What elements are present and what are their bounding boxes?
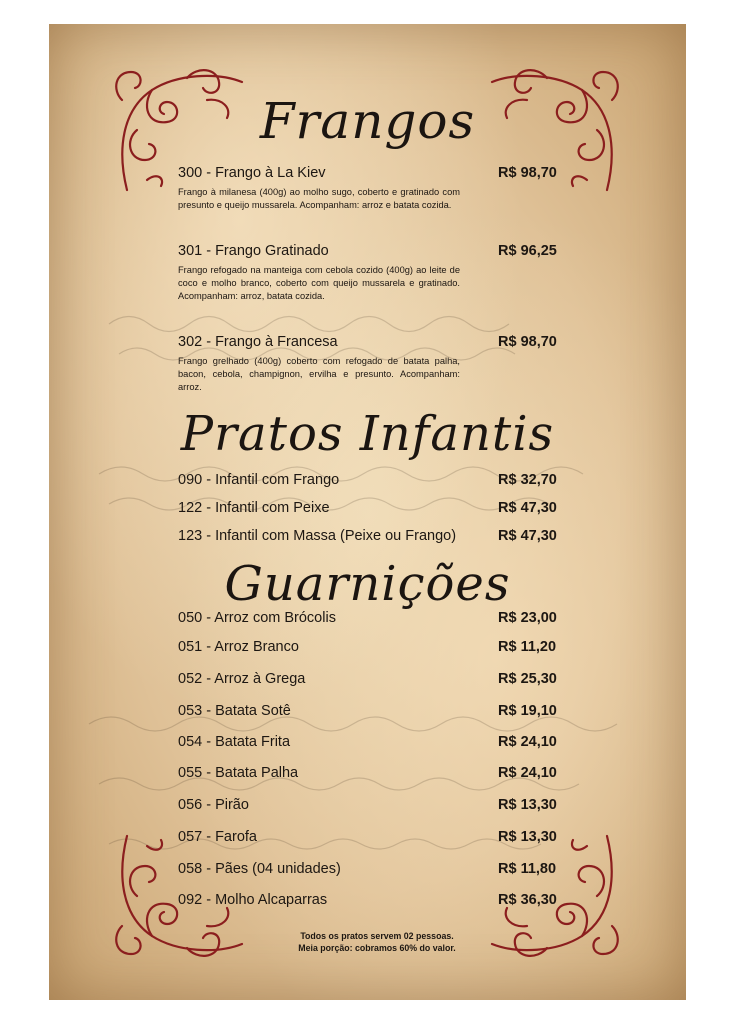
item-price: R$ 98,70 <box>498 334 557 350</box>
item-price: R$ 24,10 <box>498 734 557 750</box>
menu-item <box>178 828 568 846</box>
item-price: R$ 24,10 <box>498 765 557 781</box>
menu-item <box>178 764 568 782</box>
item-name: 058 - Pães (04 unidades) <box>178 861 341 877</box>
menu-item <box>178 333 568 394</box>
item-name: 052 - Arroz à Grega <box>178 671 306 687</box>
item-price: R$ 25,30 <box>498 671 557 687</box>
item-name: 092 - Molho Alcaparras <box>178 892 328 908</box>
menu-item <box>178 702 568 720</box>
item-price: R$ 36,30 <box>498 892 557 908</box>
menu-item <box>178 242 568 303</box>
menu-item <box>178 733 568 751</box>
section-title-pratos-infantis: Pratos Infantis <box>180 406 555 462</box>
item-name: 051 - Arroz Branco <box>178 639 299 655</box>
menu-item <box>178 471 568 489</box>
item-price: R$ 19,10 <box>498 703 557 719</box>
item-description: Frango à milanesa (400g) ao molho sugo, coberto e gratinado com presunto e queijo mussarela. Acompanham: arroz e batata cozida. <box>178 187 460 210</box>
item-name: 090 - Infantil com Frango <box>178 472 340 488</box>
menu-page <box>49 24 686 1000</box>
item-price: R$ 47,30 <box>498 528 557 544</box>
item-price: R$ 13,30 <box>498 797 557 813</box>
menu-item <box>178 860 568 878</box>
item-description: Frango grelhado (400g) coberto com refogado de batata palha, bacon, cebola, champignon, ervilha e presunto. Acompanham: arroz. <box>178 356 460 392</box>
item-price: R$ 11,20 <box>498 639 557 655</box>
item-price: R$ 32,70 <box>498 472 557 488</box>
menu-item <box>178 638 568 656</box>
item-name: 302 - Frango à Francesa <box>178 334 338 350</box>
menu-item <box>178 796 568 814</box>
item-price: R$ 23,00 <box>498 610 557 626</box>
menu-item <box>178 164 568 212</box>
section-title-frangos: Frangos <box>259 92 476 150</box>
item-name: 054 - Batata Frita <box>178 734 291 750</box>
footer-note <box>277 930 477 954</box>
item-price: R$ 47,30 <box>498 500 557 516</box>
footer-line-servings: Todos os pratos servem 02 pessoas. <box>300 931 454 941</box>
item-price: R$ 96,25 <box>498 243 557 259</box>
item-name: 300 - Frango à La Kiev <box>178 165 326 181</box>
item-name: 055 - Batata Palha <box>178 765 299 781</box>
menu-item <box>178 670 568 688</box>
item-price: R$ 98,70 <box>498 165 557 181</box>
menu-item <box>178 891 568 909</box>
item-name: 056 - Pirão <box>178 797 249 813</box>
item-description: Frango refogado na manteiga com cebola cozido (400g) ao leite de coco e molho branco, coberto com queijo mussarela e gratinado. Acompanham: arroz, batata cozida. <box>178 265 460 301</box>
item-price: R$ 11,80 <box>498 861 557 877</box>
menu-item <box>178 499 568 517</box>
item-name: 123 - Infantil com Massa (Peixe ou Frango) <box>178 528 457 544</box>
item-name: 122 - Infantil com Peixe <box>178 500 330 516</box>
menu-item <box>178 609 568 627</box>
item-name: 050 - Arroz com Brócolis <box>178 610 336 626</box>
section-title-guarnicoes: Guarnições <box>224 556 511 612</box>
item-name: 057 - Farofa <box>178 829 257 845</box>
item-name: 301 - Frango Gratinado <box>178 243 329 259</box>
item-name: 053 - Batata Sotê <box>178 703 291 719</box>
item-price: R$ 13,30 <box>498 829 557 845</box>
footer-line-half-portion: Meia porção: cobramos 60% do valor. <box>298 943 456 953</box>
menu-item <box>178 527 568 545</box>
